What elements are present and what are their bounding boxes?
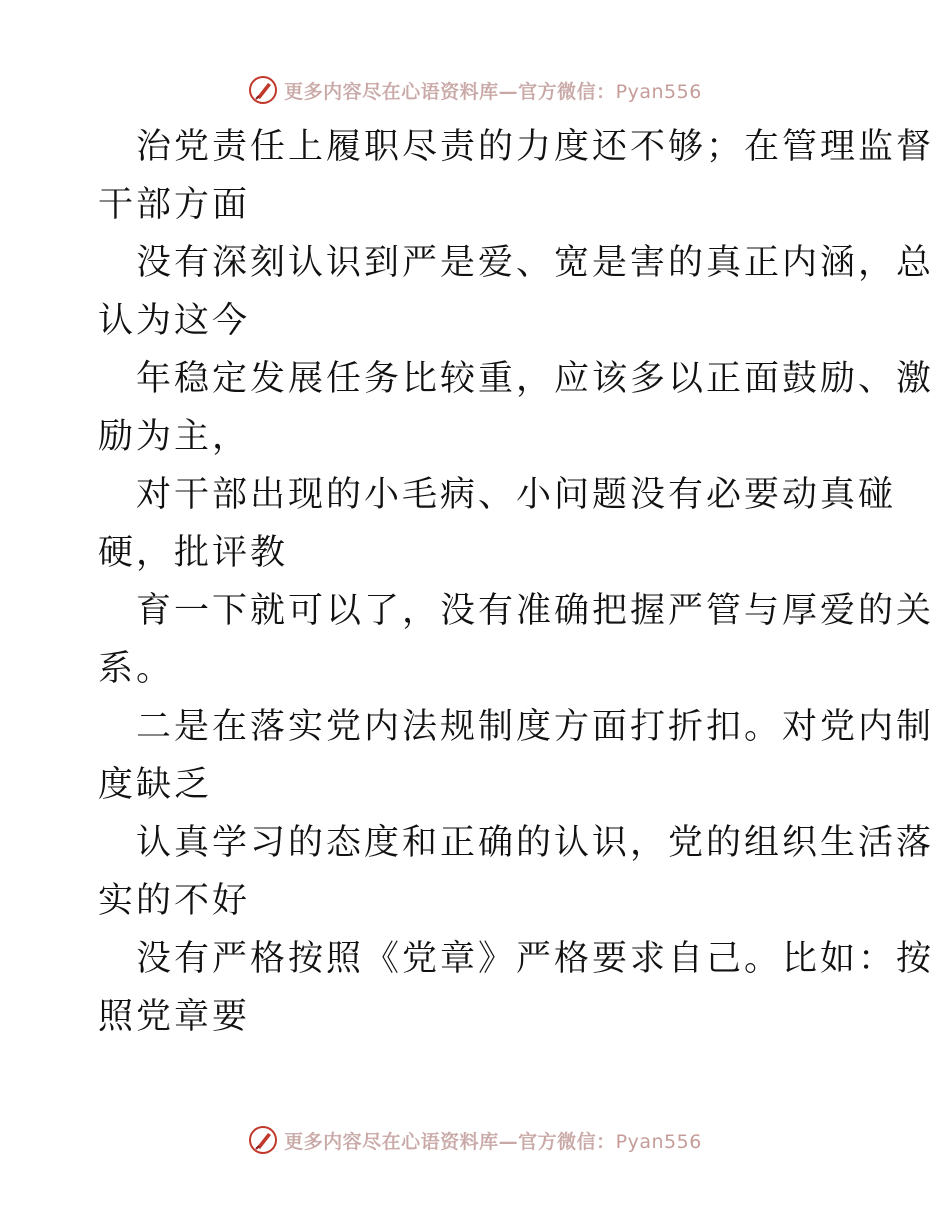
header-promo <box>284 77 702 104</box>
text-line-14: 实的不好 <box>98 881 251 921</box>
footer-promo <box>284 1127 702 1154</box>
document-body <box>98 118 935 1046</box>
quill-pen-logo-icon <box>248 75 278 105</box>
footer-promo-text: 更多内容尽在心语资料库—官方微信： <box>284 1130 616 1153</box>
text-line-8: 硬，批评教 <box>98 533 289 573</box>
text-line-3: 没有深刻认识到严是爱、宽是害的真正内涵，总 <box>136 243 935 283</box>
text-line-4: 认为这今 <box>98 301 251 341</box>
text-line-2: 干部方面 <box>98 185 251 225</box>
text-line-15: 没有严格按照《党章》严格要求自己。比如：按 <box>136 939 935 979</box>
text-line-10: 系。 <box>98 649 175 689</box>
text-line-11: 二是在落实党内法规制度方面打折扣。对党内制 <box>136 707 935 747</box>
text-line-13: 认真学习的态度和正确的认识，党的组织生活落 <box>136 823 935 863</box>
text-line-16: 照党章要 <box>98 997 251 1037</box>
header-banner <box>0 72 950 108</box>
footer-wechat-id: Pyan556 <box>615 1130 702 1153</box>
text-line-9: 育一下就可以了，没有准确把握严管与厚爱的关 <box>136 591 935 631</box>
quill-pen-logo-icon <box>248 1125 278 1155</box>
text-line-12: 度缺乏 <box>98 765 213 805</box>
text-line-7: 对干部出现的小毛病、小问题没有必要动真碰 <box>136 475 897 515</box>
footer-banner <box>0 1122 950 1158</box>
text-line-1: 治党责任上履职尽责的力度还不够；在管理监督 <box>136 127 935 167</box>
header-promo-text: 更多内容尽在心语资料库—官方微信： <box>284 80 616 103</box>
header-wechat-id: Pyan556 <box>615 80 702 103</box>
text-line-5: 年稳定发展任务比较重，应该多以正面鼓励、激 <box>136 359 935 399</box>
text-line-6: 励为主， <box>98 417 251 457</box>
